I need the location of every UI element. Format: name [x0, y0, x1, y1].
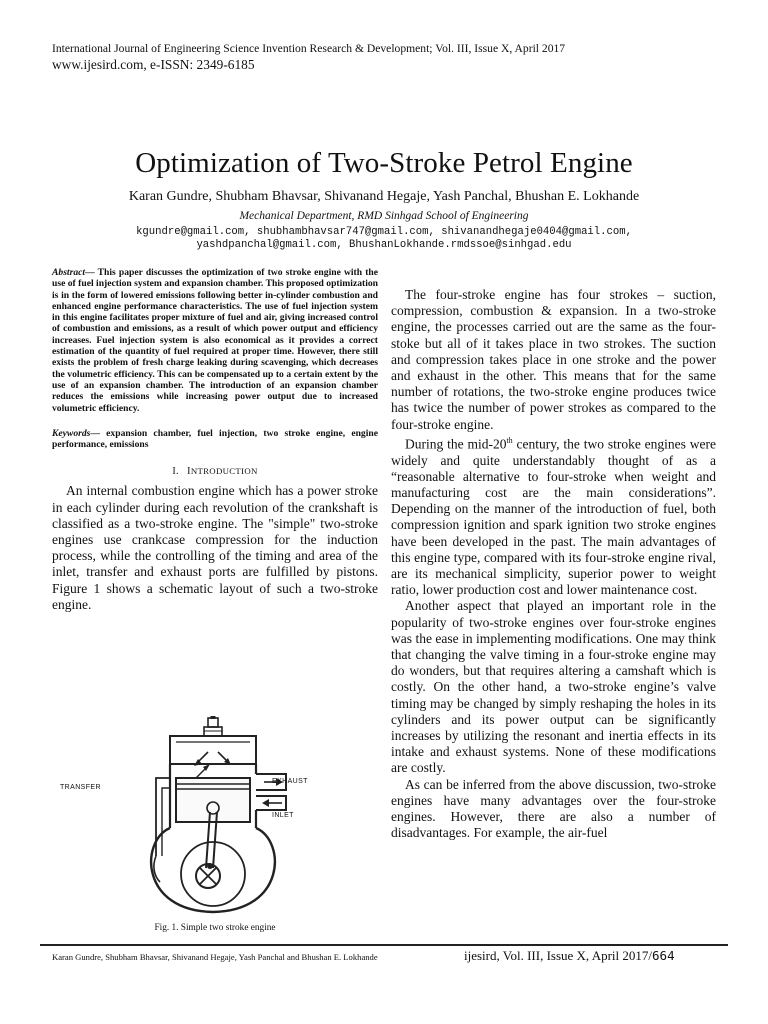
figure-label-inlet: INLET	[272, 812, 294, 819]
paper-affiliation: Mechanical Department, RMD Sinhgad School of Engineering	[239, 210, 529, 222]
keywords	[52, 428, 378, 451]
paragraph-four-stroke: The four-stroke engine has four strokes – suction, compression, combustion & expansion. In a two-stroke engine, the processes carried out are the same as the four-stoke but all of it takes place in two strokes. The suction and compression takes place in one stroke and the power and exhaust in the other. This means that for the same number of rotations, the two-stroke engine produces twice has twice the number of power strokes as compared to the four-stroke engine.	[391, 287, 716, 432]
intro-body	[52, 483, 378, 613]
page-number: 664	[652, 948, 675, 963]
keywords-text: expansion chamber, fuel injection, two stroke engine, engine performance, emissions	[52, 427, 378, 451]
abstract-dash: —	[85, 267, 98, 278]
right-column	[391, 287, 716, 841]
keywords-label: Keywords	[52, 427, 91, 439]
section-heading-introduction	[52, 466, 378, 477]
footer-issue	[464, 948, 675, 964]
paragraph-mid-century-b: century, the two stroke engines were widely and quite understandably thought of as a “reasonable alternative to four-stroke when weight and manufacturing cost are the main considerations”. Depending on the manner of the introduction of fuel, both compression ignition and spark ignition two stroke engines have been developed in the past. The main advantages of this engine type, compared with its four-stroke engine rival, are its mechanical simplicity, superior power to weight ratio, lower production cost and lower maintenance cost.	[391, 436, 716, 598]
footer-issue-text: ijesird, Vol. III, Issue X, April 2017/	[464, 948, 653, 963]
keywords-dash: —	[90, 427, 107, 439]
superscript-th: th	[506, 435, 513, 445]
abstract-label: Abstract	[52, 267, 86, 278]
figure-label-exhaust: EXHAUST	[272, 778, 308, 785]
paragraph-mid-century	[391, 433, 716, 599]
emails-line-2: yashdpanchal@gmail.com, BhushanLokhande.rmdssoe@sinhgad.edu	[196, 238, 572, 251]
paragraph-modifications: Another aspect that played an important role in the popularity of two-stroke engines over four-stroke engines was the ease in implementing modifications. One may think that changing the valve timing in a four-stroke engine may do wonders, but that requires altering a camshaft which is costly. On the other hand, a two-stroke engine’s valve timing may be changed by simply reshaping the holes in its cylinders and its power output can be significantly increases by utilizing the resonant and inertia effects in its intake and exhaust systems. None of these modifications are costly.	[391, 598, 716, 776]
emails-line-1: kgundre@gmail.com, shubhambhavsar747@gmail.com, shivanandhegaje0404@gmail.com,	[136, 226, 632, 238]
paragraph-mid-century-a: During the mid-20	[405, 436, 507, 452]
journal-header: International Journal of Engineering Science Invention Research & Development; Vol. III, Issue X, April 2017	[52, 42, 566, 55]
paper-authors: Karan Gundre, Shubham Bhavsar, Shivanand Hegaje, Yash Panchal, Bhushan E. Lokhande	[128, 189, 640, 204]
section-title-first: I	[187, 466, 191, 478]
footer-divider	[40, 944, 728, 946]
abstract	[52, 267, 378, 414]
paragraph-advantages: As can be inferred from the above discussion, two-stroke engines have many advantages over the four-stroke engines. However, there are also a number of disadvantages. For example, the air-fuel	[391, 776, 716, 841]
paper-title: Optimization of Two-Stroke Petrol Engine	[135, 147, 633, 179]
section-title-rest: NTRODUCTION	[190, 466, 258, 477]
left-column	[52, 267, 378, 613]
figure-caption: Fig. 1. Simple two stroke engine	[154, 923, 276, 933]
author-emails	[0, 226, 768, 251]
figure-label-transfer: TRANSFER	[60, 784, 101, 791]
journal-url: www.ijesird.com, e-ISSN: 2349-6185	[52, 57, 255, 72]
abstract-text: This paper discusses the optimization of two stroke engine with the use of fuel injection system and expansion chamber. This proposed optimization is in the form of lowered emissions following better in-cylinder combustion and enhanced engine performance characteristics. The use of fuel injection system in this engine facilitates proper mixture of fuel and air, giving increased control of combustion and emissions, as a result of which power output and efficiency increases. Fuel injection system is also economical as it provides a correct estimation of the quantity of fuel required at proper time. However, there still exists the problem of fresh charge leaking during scavenging, which decreases the volumetric efficiency. This can be compensated up to a certain extent by the use of an expansion chamber. The introduction of an expansion chamber reduces the emissions while increasing power output due to increased volumetric efficiency.	[52, 267, 378, 414]
footer-authors: Karan Gundre, Shubham Bhavsar, Shivanand Hegaje, Yash Panchal and Bhushan E. Lokhande	[52, 952, 378, 962]
right-body	[391, 287, 716, 841]
figure-engine-schematic	[60, 716, 318, 916]
section-numeral: I.	[172, 466, 179, 478]
intro-paragraph: An internal combustion engine which has a power stroke in each cylinder during each revolution of the crankshaft is classified as a two-stroke engine. The "simple" two-stroke engines use crankcase compression for the induction process, while the controlling of the timing and area of the inlet, transfer and exhaust ports are fulfilled by pistons. Figure 1 shows a schematic layout of such a two-stroke engine.	[52, 483, 378, 612]
